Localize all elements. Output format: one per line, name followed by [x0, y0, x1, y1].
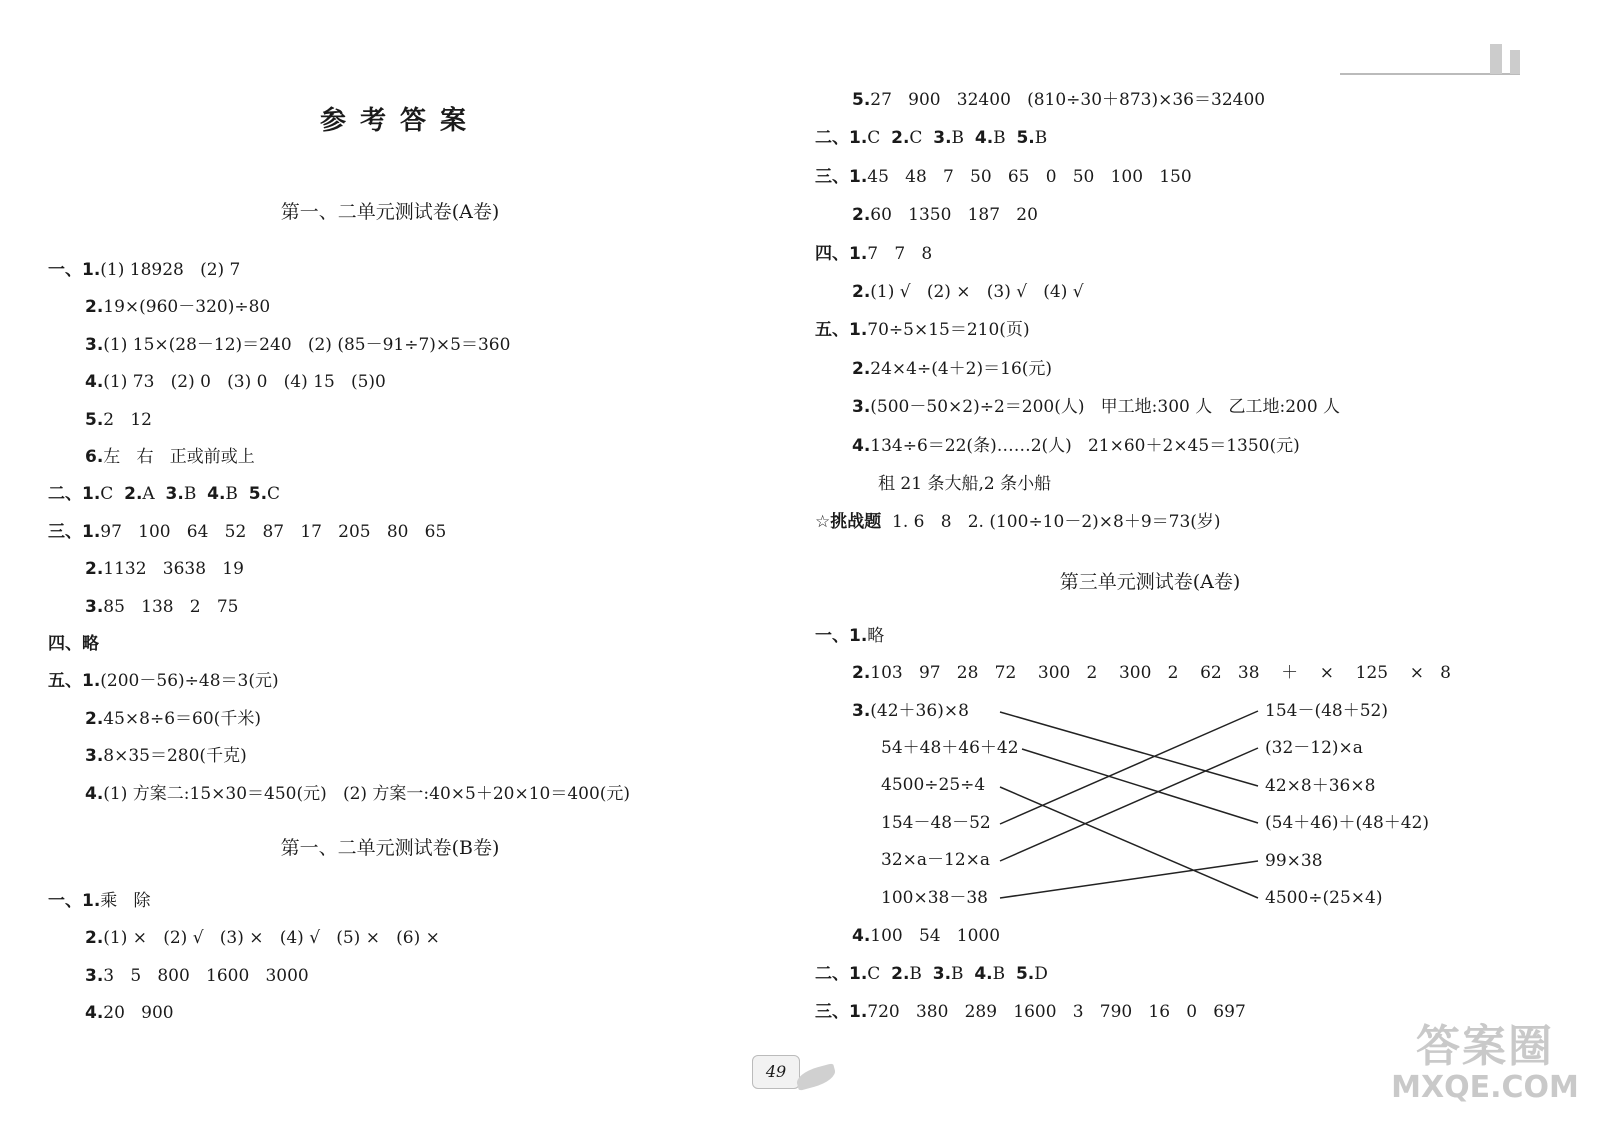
- matching-right-expr: 99×38: [1265, 850, 1323, 871]
- item-answer: 租 21 条大船,2 条小船: [878, 474, 1052, 494]
- answer-line: [85, 408, 152, 432]
- answer-line: [48, 889, 151, 913]
- match-line: [1000, 712, 1258, 786]
- item-answer: B: [1034, 128, 1048, 149]
- item-answer: 70÷5×15＝210(页): [867, 320, 1030, 341]
- answer-line: [48, 632, 99, 656]
- answer-line: [85, 964, 309, 988]
- item-answer: 45×8÷6＝60(千米): [103, 708, 261, 729]
- item-answer: 7 7 8: [867, 243, 933, 264]
- matching-lines: [800, 0, 1600, 1130]
- watermark-url: MXQE.COM: [1391, 1070, 1579, 1105]
- item-number: 4.: [852, 435, 871, 456]
- item-answer: 8×35＝280(千克): [103, 746, 247, 767]
- item-number: 3.: [165, 484, 184, 505]
- item-answer: 134÷6＝22(条)……2(人) 21×60＋2×45＝1350(元): [870, 435, 1300, 456]
- item-answer: 45 48 7 50 65 0 50 100 150: [867, 166, 1192, 187]
- answer-line: [85, 445, 255, 469]
- answer-line: [85, 707, 261, 731]
- item-answer: B: [992, 964, 1016, 985]
- item-number: 2.: [852, 663, 871, 684]
- item-answer: B: [183, 484, 208, 505]
- page-number: 49: [752, 1055, 800, 1089]
- item-number: 4.: [85, 1002, 104, 1023]
- item-number: 二、1.: [815, 128, 868, 149]
- answer-line: [85, 1001, 174, 1025]
- item-answer: (200－56)÷48＝3(元): [100, 671, 279, 692]
- item-number: 2.: [85, 928, 104, 949]
- section-title-2: 第一、二单元测试卷(B卷): [280, 837, 500, 859]
- item-number: 4.: [207, 484, 226, 505]
- item-number: 一、1.: [48, 260, 101, 280]
- item-answer: 略: [867, 626, 885, 646]
- item-number: 4.: [85, 783, 104, 804]
- match-line: [1000, 861, 1258, 898]
- item-answer: (1) 18928 (2) 7: [100, 260, 241, 280]
- item-answer: 720 380 289 1600 3 790 16 0 697: [867, 1002, 1246, 1023]
- item-answer: C: [267, 484, 281, 505]
- item-answer: 19×(960－320)÷80: [103, 297, 271, 318]
- item-answer: A: [142, 484, 166, 505]
- item-answer: 左 右 正或前或上: [103, 447, 255, 467]
- watermark-logo: 答案圈: [1416, 1021, 1554, 1072]
- item-number: 2.: [891, 128, 910, 149]
- answer-line: [48, 482, 280, 506]
- section-title-1: 第一、二单元测试卷(A卷): [280, 201, 500, 223]
- answer-line: [85, 926, 440, 950]
- item-number: 5.: [248, 484, 268, 505]
- item-number: 二、1.: [815, 964, 868, 985]
- item-answer: (42＋36)×8: [870, 700, 969, 721]
- right-page: [800, 0, 1600, 1130]
- item-number: 2.: [124, 484, 143, 505]
- item-number: 4.: [852, 926, 871, 946]
- answer-line: [815, 1000, 1246, 1024]
- item-answer: 1. 6 8 2. (100÷10－2)×8＋9＝73(岁): [881, 512, 1221, 533]
- item-answer: C: [867, 128, 892, 149]
- item-answer: (1) 73 (2) 0 (3) 0 (4) 15 (5)0: [103, 372, 386, 393]
- item-answer: (1) × (2) √ (3) × (4) √ (5) × (6) ×: [103, 928, 440, 949]
- item-number: 3.: [85, 746, 104, 767]
- answer-line: [852, 924, 1000, 948]
- matching-right-expr: 4500÷(25×4): [1265, 888, 1383, 908]
- item-answer: 3 5 800 1600 3000: [103, 965, 309, 986]
- item-number: 2.: [852, 205, 871, 226]
- item-number: 3.: [852, 700, 871, 721]
- item-answer: B: [993, 128, 1017, 149]
- item-number: 3.: [932, 964, 952, 985]
- item-number: 5.: [1016, 128, 1035, 149]
- item-number: 3.: [85, 596, 104, 617]
- item-answer: C: [867, 964, 892, 985]
- item-answer: 85 138 2 75: [103, 596, 239, 617]
- item-number: 三、1.: [815, 166, 868, 187]
- answer-line: [85, 782, 630, 806]
- answer-line: [48, 258, 240, 282]
- matching-right-expr: (32－12)×a: [1265, 738, 1363, 759]
- item-number: 6.: [85, 447, 104, 467]
- item-number: 一、1.: [815, 626, 868, 646]
- match-line: [1000, 748, 1258, 861]
- answer-line: [48, 520, 446, 544]
- page-title: 参考答案: [319, 106, 480, 136]
- item-number: 5.: [85, 409, 104, 430]
- item-number: 4.: [85, 372, 104, 393]
- item-number: 2.: [85, 559, 104, 580]
- item-number: 五、1.: [815, 320, 868, 341]
- item-answer: 乘 除: [100, 891, 151, 911]
- item-answer: 24×4÷(4＋2)＝16(元): [870, 358, 1053, 379]
- matching-right-expr: (54＋46)＋(48＋42): [1265, 813, 1430, 834]
- item-answer: B: [909, 964, 933, 985]
- item-number: 2.: [85, 708, 104, 729]
- watermark: [1380, 1010, 1590, 1120]
- item-answer: D: [1034, 964, 1048, 985]
- item-number: 四、1.: [815, 243, 868, 264]
- item-number: 4.: [974, 128, 994, 149]
- item-answer: B: [225, 484, 249, 505]
- answer-line: [85, 370, 386, 394]
- item-number: 2.: [85, 297, 104, 318]
- item-number: 2.: [852, 282, 871, 302]
- match-line: [1000, 787, 1258, 898]
- item-number: 五、1.: [48, 671, 101, 692]
- item-number: 3.: [85, 334, 104, 355]
- matching-left-expr: 54＋48＋46＋42: [881, 738, 1019, 758]
- answer-line: [815, 962, 1048, 986]
- item-answer: C: [909, 128, 934, 149]
- answer-line: [85, 744, 247, 768]
- item-number: 3.: [852, 397, 871, 418]
- item-answer: 100 54 1000: [870, 926, 1001, 946]
- item-answer: 20 900: [103, 1002, 174, 1023]
- item-answer: 2 12: [103, 409, 152, 430]
- matching-right-expr: 42×8＋36×8: [1265, 775, 1376, 796]
- item-answer: (1) √ (2) × (3) √ (4) √: [870, 282, 1084, 302]
- answer-line: [48, 669, 279, 693]
- item-number: 三、1.: [48, 521, 101, 542]
- answer-line: [85, 595, 238, 619]
- item-answer: 1132 3638 19: [103, 559, 244, 580]
- item-number: 2.: [891, 964, 910, 985]
- item-answer: 60 1350 187 20: [870, 205, 1038, 226]
- matching-left-expr: 4500÷25÷4: [881, 775, 986, 796]
- item-answer: 103 97 28 72 300 2 300 2 62 38 ＋ × 125 × 8: [870, 663, 1451, 684]
- item-answer: B: [951, 128, 975, 149]
- matching-right-expr: 154－(48＋52): [1265, 701, 1388, 721]
- item-answer: (500－50×2)÷2＝200(人) 甲工地:300 人 乙工地:200 人: [870, 397, 1341, 418]
- answer-line: [85, 557, 244, 581]
- item-answer: C: [100, 484, 125, 505]
- match-line: [1000, 711, 1258, 824]
- item-number: 2.: [852, 358, 871, 379]
- item-answer: (1) 方案二:15×30＝450(元) (2) 方案一:40×5＋20×10＝400(元): [103, 783, 631, 804]
- item-number: 二、1.: [48, 484, 101, 505]
- item-number: 3.: [85, 965, 104, 986]
- item-number: 三、1.: [815, 1002, 868, 1023]
- item-answer: B: [951, 964, 975, 985]
- item-number: 4.: [974, 964, 993, 985]
- item-number: 5.: [852, 90, 871, 110]
- section-title-3: 第三单元测试卷(A卷): [1059, 571, 1241, 593]
- matching-left-expr: 100×38－38: [881, 887, 988, 908]
- item-number: 一、1.: [48, 891, 101, 911]
- item-number: 四、略: [48, 634, 99, 654]
- answer-line: [85, 295, 270, 319]
- item-answer: 27 900 32400 (810÷30＋873)×36＝32400: [870, 90, 1266, 110]
- item-answer: 97 100 64 52 87 17 205 80 65: [100, 521, 447, 542]
- item-answer: (1) 15×(28－12)＝240 (2) (85－91÷7)×5＝360: [103, 334, 511, 355]
- item-number: 3.: [933, 128, 952, 149]
- matching-left-expr: 154－48－52: [881, 812, 991, 833]
- item-number: ☆挑战题: [815, 512, 882, 533]
- answer-line: [85, 333, 510, 357]
- matching-left-expr: 32×a－12×a: [881, 850, 991, 871]
- item-number: 5.: [1015, 964, 1035, 985]
